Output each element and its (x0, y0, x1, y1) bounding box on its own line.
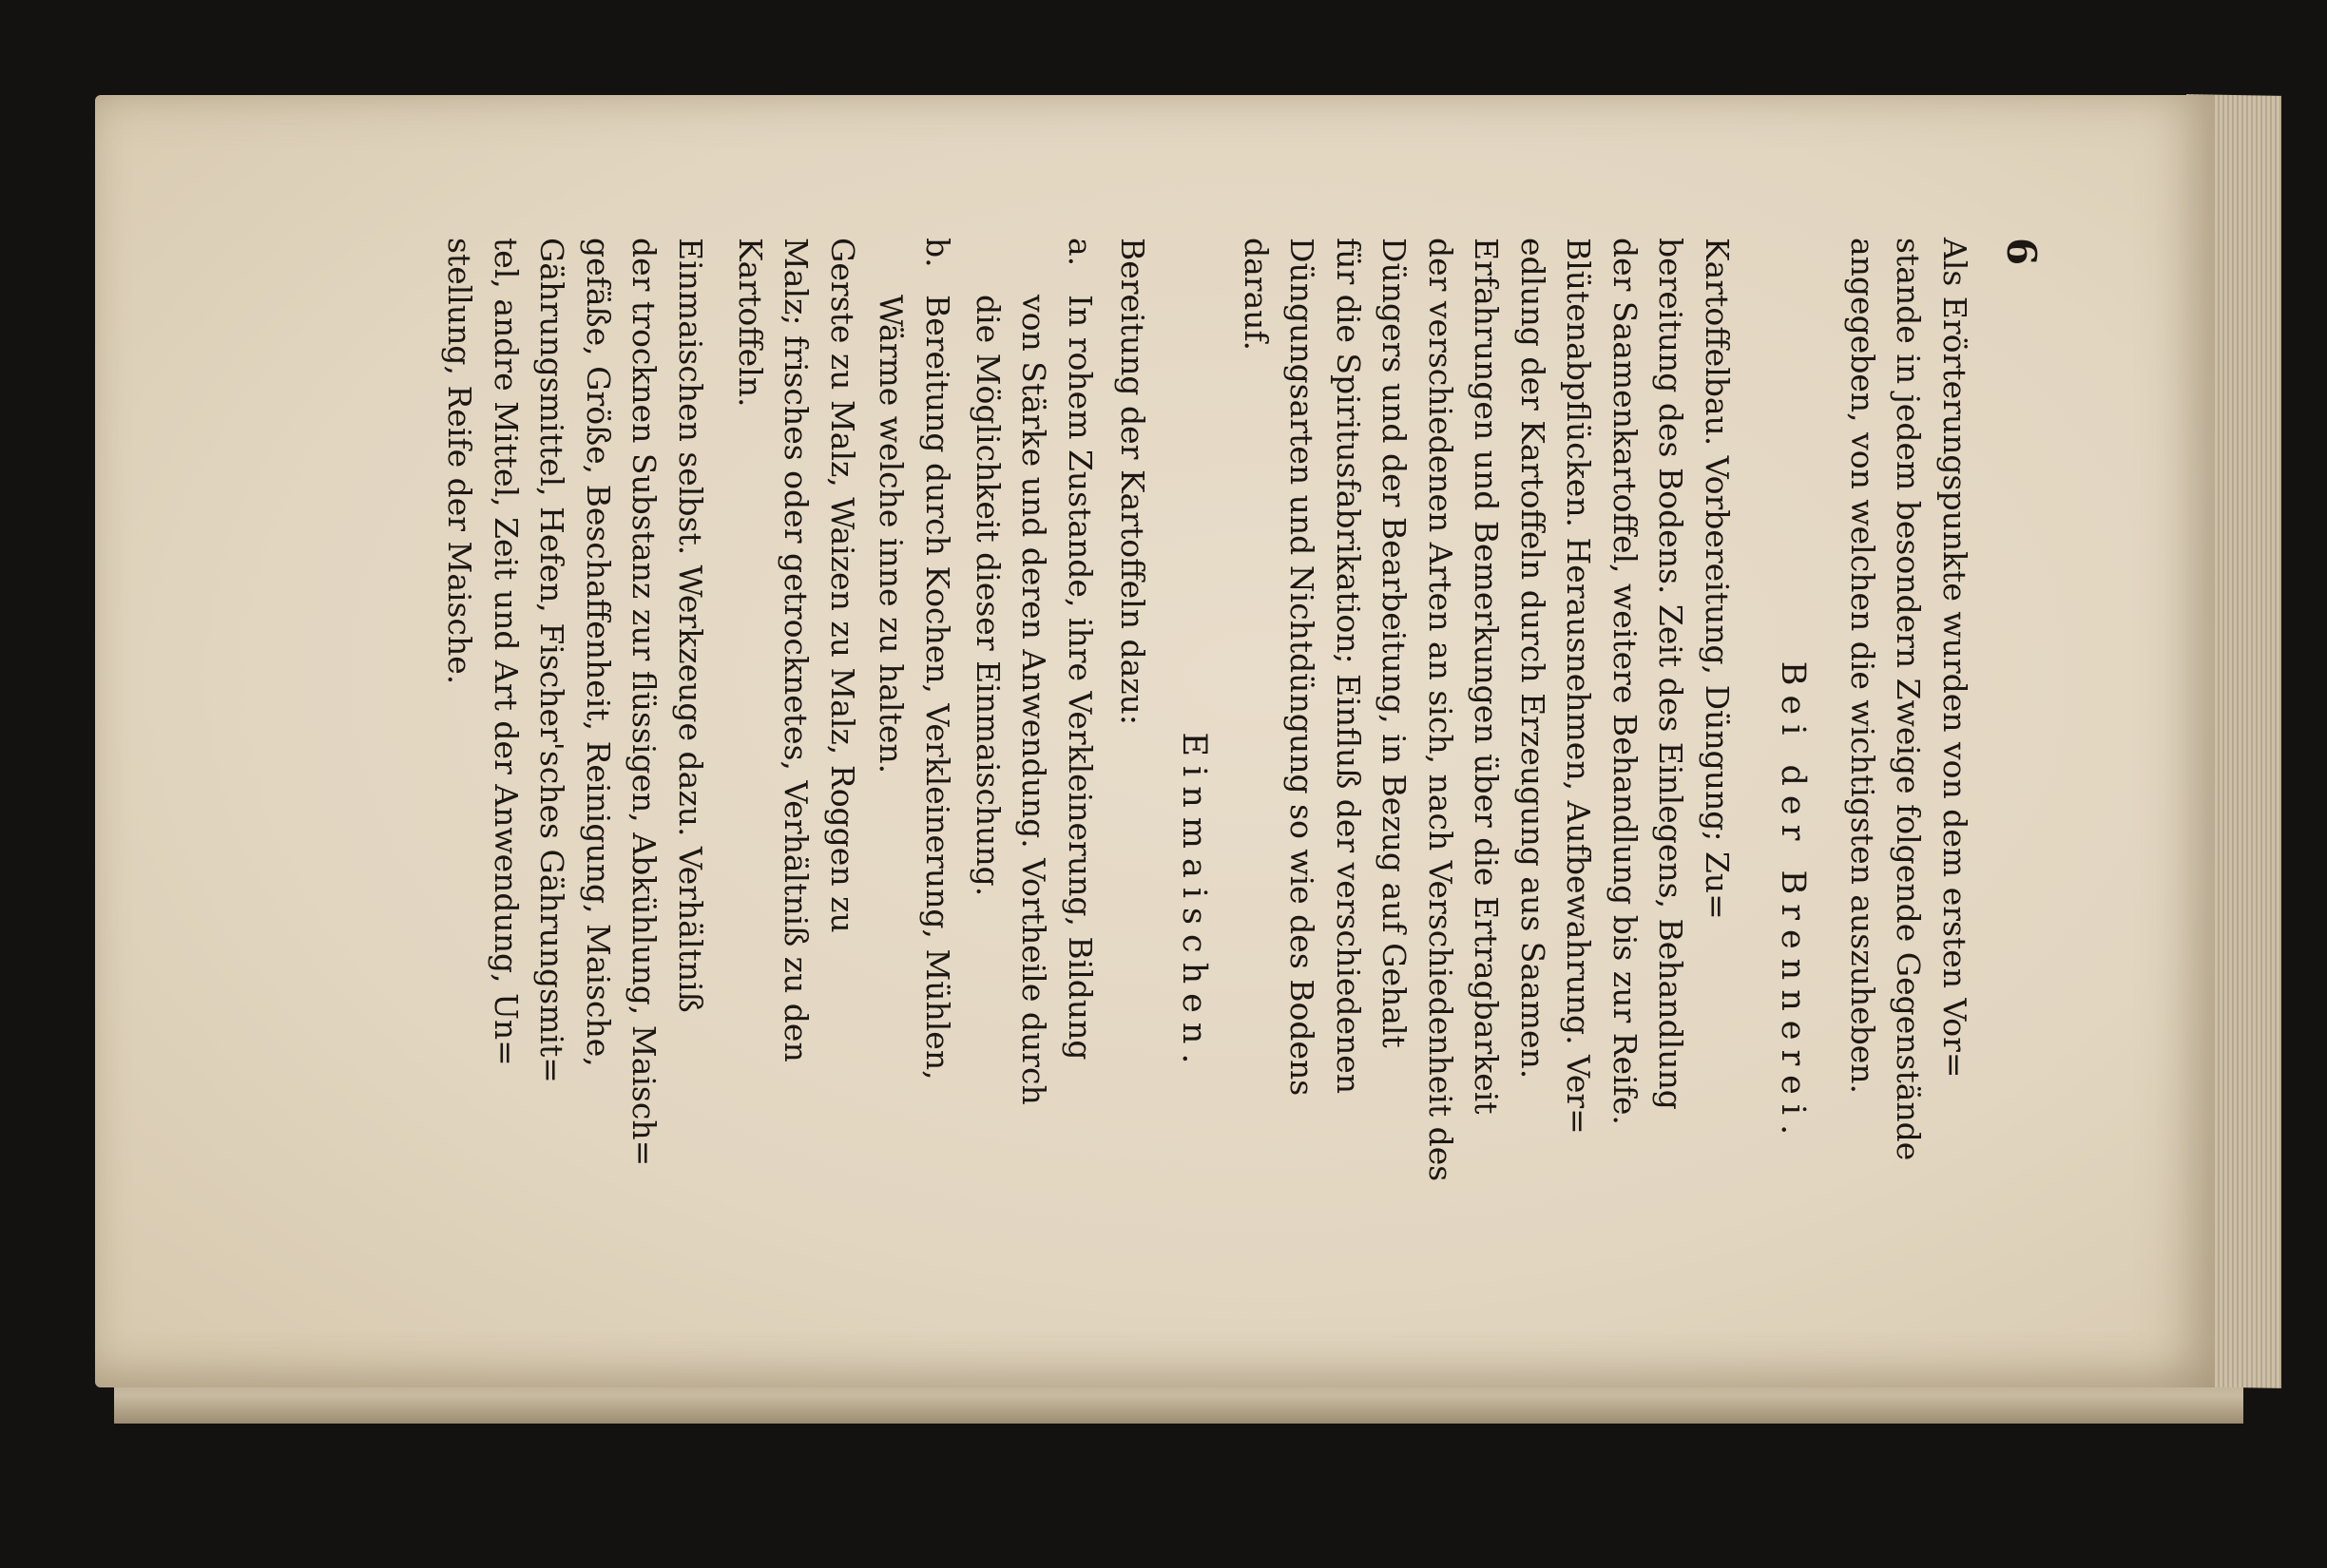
text-line: Erfahrungen und Bemerkungen über die Ertragbarkeit (1468, 238, 1506, 1115)
intro-paragraph (1839, 238, 1978, 1568)
text-line: Bereitung durch Kochen, Verkleinerung, Mühlen, (919, 295, 956, 1080)
text-line: Wärme welche inne zu halten. (873, 295, 911, 774)
kartoffelbau-paragraph (1233, 238, 1740, 1568)
einmaischen-paragraph (436, 238, 713, 1568)
text-line: In rohem Zustande, ihre Verkleinerung, Bildung (1062, 295, 1099, 1061)
text-line: stellung, Reife der Maische. (441, 238, 479, 685)
text-line: der Saamenkartoffel, weitere Behandlung bis zur Reife. (1606, 238, 1644, 1125)
text-line: stande in jedem besondern Zweige folgende Gegenstände (1890, 238, 1928, 1161)
text-line: Gerste zu Malz, Waizen zu Malz, Roggen zu (824, 238, 861, 933)
text-line: Malz; frisches oder getrocknetes, Verhältniß zu den (778, 238, 816, 1062)
text-line: Düngungsarten und Nichtdüngung so wie des Bodens (1283, 238, 1321, 1097)
text-line: der verschiedenen Arten an sich, nach Verschiedenheit des (1422, 238, 1459, 1182)
item-label: a. (1062, 238, 1099, 267)
sub-heading: Bereitung der Kartoffeln dazu: (1114, 238, 1151, 725)
text-line: Kartoffelbau. Vorbereitung, Düngung; Zu= (1699, 238, 1736, 920)
text-line: Gährungsmittel, Hefen, Fischer'sches Gährungsmit= (533, 238, 571, 1083)
text-line: Blütenabpflücken. Herausnehmen, Aufbewahrung. Ver= (1560, 238, 1598, 1135)
text-line: tel, andre Mittel, Zeit und Art der Anwendung, Un= (488, 238, 525, 1066)
text-line: der trocknen Substanz zur flüssigen, Abkühlung, Maisch= (625, 238, 663, 1167)
text-line: von Stärke und deren Anwendung. Vortheile durch (1015, 295, 1053, 1105)
section-heading-brennerei: Bei der Brennerei. (1774, 660, 1812, 1145)
text-line: Düngers und der Bearbeitung, in Bezug auf Gehalt (1375, 238, 1414, 1048)
text-line: gefäße, Größe, Beschaffenheit, Reinigung, Maische, (580, 238, 617, 1067)
text-line: Kartoffeln. (732, 238, 769, 408)
gerste-paragraph (727, 238, 866, 1568)
text-line: Einmaischen selbst. Werkzeuge dazu. Verhältniß (672, 238, 709, 1013)
text-line: edlung der Kartoffeln durch Erzeugung aus Saamen. (1514, 238, 1551, 1080)
text-line: für die Spiritusfabrikation; Einfluß der verschiedenen (1330, 238, 1367, 1095)
text-line: die Möglichkeit dieser Einmaischung. (970, 295, 1007, 897)
text-line: Als Erörterungspunkte wurden von dem ersten Vor= (1936, 238, 1973, 1079)
section-heading-einmaischen: Einmaischen. (1175, 732, 1213, 1074)
text-line: angegeben, von welchen die wichtigsten auszuheben. (1844, 238, 1881, 1095)
text-line: bereitung des Bodens. Zeit des Einlegens, Behandlung (1652, 238, 1690, 1110)
rotated-text-block (67, 238, 2044, 1568)
text-line: darauf. (1238, 238, 1275, 352)
item-label: b. (919, 238, 956, 268)
book-page (95, 95, 2215, 1387)
page-number: 6 (1998, 238, 2045, 266)
